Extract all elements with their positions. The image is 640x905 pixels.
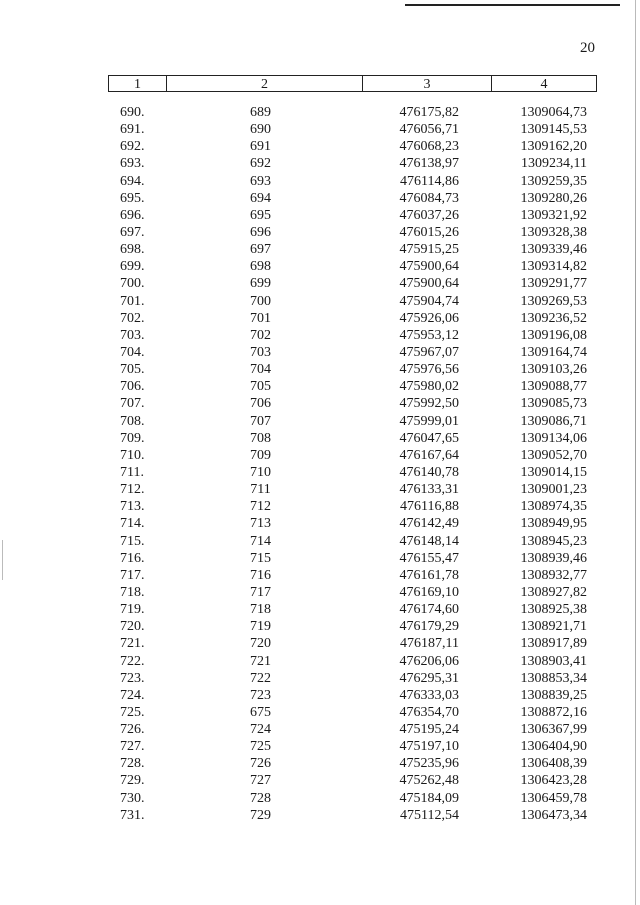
point-id: 697 bbox=[250, 242, 271, 258]
y-coordinate: 1306473,34 bbox=[520, 807, 587, 823]
row-number: 693. bbox=[120, 156, 145, 172]
x-coordinate: 476206,06 bbox=[399, 653, 459, 669]
y-coordinate: 1306367,99 bbox=[520, 722, 587, 738]
y-coordinate: 1309328,38 bbox=[520, 224, 587, 240]
y-coordinate: 1309086,71 bbox=[520, 413, 587, 429]
point-id: 713 bbox=[250, 516, 271, 532]
row-number: 695. bbox=[120, 190, 145, 206]
point-id: 712 bbox=[250, 499, 271, 515]
y-coordinate: 1309014,15 bbox=[520, 464, 587, 480]
row-number: 708. bbox=[120, 413, 145, 429]
x-coordinate: 476138,97 bbox=[399, 156, 459, 172]
table-row bbox=[108, 138, 597, 155]
y-coordinate: 1306459,78 bbox=[520, 790, 587, 806]
row-number: 712. bbox=[120, 482, 145, 498]
y-coordinate: 1308872,16 bbox=[520, 704, 587, 720]
row-number: 694. bbox=[120, 173, 145, 189]
point-id: 704 bbox=[250, 362, 271, 378]
x-coordinate: 475195,24 bbox=[399, 722, 459, 738]
y-coordinate: 1308949,95 bbox=[520, 516, 587, 532]
y-coordinate: 1309162,20 bbox=[520, 139, 587, 155]
point-id: 723 bbox=[250, 687, 271, 703]
point-id: 717 bbox=[250, 584, 271, 600]
point-id: 695 bbox=[250, 207, 271, 223]
point-id: 729 bbox=[250, 807, 271, 823]
point-id: 725 bbox=[250, 739, 271, 755]
point-id: 702 bbox=[250, 327, 271, 343]
y-coordinate: 1306423,28 bbox=[520, 773, 587, 789]
y-coordinate: 1309269,53 bbox=[520, 293, 587, 309]
y-coordinate: 1309280,26 bbox=[520, 190, 587, 206]
row-number: 717. bbox=[120, 567, 145, 583]
table-row bbox=[108, 584, 597, 601]
row-number: 700. bbox=[120, 276, 145, 292]
row-number: 716. bbox=[120, 550, 145, 566]
y-coordinate: 1308839,25 bbox=[520, 687, 587, 703]
table-row bbox=[108, 721, 597, 738]
row-number: 729. bbox=[120, 773, 145, 789]
x-coordinate: 476015,26 bbox=[399, 224, 459, 240]
table-row bbox=[108, 550, 597, 567]
y-coordinate: 1309236,52 bbox=[520, 310, 587, 326]
row-number: 720. bbox=[120, 619, 145, 635]
table-row bbox=[108, 790, 597, 807]
point-id: 718 bbox=[250, 602, 271, 618]
y-coordinate: 1309291,77 bbox=[520, 276, 587, 292]
point-id: 700 bbox=[250, 293, 271, 309]
x-coordinate: 476056,71 bbox=[399, 122, 459, 138]
table-row bbox=[108, 241, 597, 258]
table-row bbox=[108, 190, 597, 207]
point-id: 716 bbox=[250, 567, 271, 583]
row-number: 698. bbox=[120, 242, 145, 258]
point-id: 719 bbox=[250, 619, 271, 635]
table-row bbox=[108, 515, 597, 532]
point-id: 707 bbox=[250, 413, 271, 429]
table-row bbox=[108, 567, 597, 584]
table-row bbox=[108, 772, 597, 789]
table-row bbox=[108, 653, 597, 670]
row-number: 697. bbox=[120, 224, 145, 240]
row-number: 726. bbox=[120, 722, 145, 738]
x-coordinate: 476161,78 bbox=[399, 567, 459, 583]
x-coordinate: 476084,73 bbox=[399, 190, 459, 206]
y-coordinate: 1308927,82 bbox=[520, 584, 587, 600]
table-body bbox=[108, 104, 597, 824]
point-id: 708 bbox=[250, 430, 271, 446]
x-coordinate: 476148,14 bbox=[399, 533, 459, 549]
x-coordinate: 476187,11 bbox=[400, 636, 459, 652]
y-coordinate: 1309064,73 bbox=[520, 105, 587, 120]
x-coordinate: 475112,54 bbox=[400, 807, 459, 823]
table-row bbox=[108, 327, 597, 344]
point-id: 701 bbox=[250, 310, 271, 326]
table-row bbox=[108, 224, 597, 241]
row-number: 702. bbox=[120, 310, 145, 326]
table-row bbox=[108, 601, 597, 618]
table-row bbox=[108, 498, 597, 515]
column-header-2: 2 bbox=[166, 76, 362, 91]
table-row bbox=[108, 275, 597, 292]
row-number: 725. bbox=[120, 704, 145, 720]
point-id: 724 bbox=[250, 722, 271, 738]
y-coordinate: 1308974,35 bbox=[520, 499, 587, 515]
table-row bbox=[108, 447, 597, 464]
y-coordinate: 1309134,06 bbox=[520, 430, 587, 446]
table-row bbox=[108, 361, 597, 378]
x-coordinate: 476114,86 bbox=[400, 173, 459, 189]
y-coordinate: 1309196,08 bbox=[520, 327, 587, 343]
y-coordinate: 1308945,23 bbox=[520, 533, 587, 549]
y-coordinate: 1309234,11 bbox=[521, 156, 587, 172]
y-coordinate: 1309088,77 bbox=[520, 379, 587, 395]
row-number: 724. bbox=[120, 687, 145, 703]
x-coordinate: 476169,10 bbox=[399, 584, 459, 600]
point-id: 689 bbox=[250, 105, 271, 120]
point-id: 710 bbox=[250, 464, 271, 480]
x-coordinate: 476179,29 bbox=[399, 619, 459, 635]
row-number: 705. bbox=[120, 362, 145, 378]
x-coordinate: 475197,10 bbox=[399, 739, 459, 755]
table-row bbox=[108, 121, 597, 138]
x-coordinate: 476047,65 bbox=[399, 430, 459, 446]
point-id: 706 bbox=[250, 396, 271, 412]
y-coordinate: 1309145,53 bbox=[520, 122, 587, 138]
row-number: 711. bbox=[120, 464, 144, 480]
table-row bbox=[108, 155, 597, 172]
x-coordinate: 476295,31 bbox=[399, 670, 459, 686]
x-coordinate: 475980,02 bbox=[399, 379, 459, 395]
table-header bbox=[108, 75, 597, 92]
row-number: 690. bbox=[120, 105, 145, 120]
y-coordinate: 1309085,73 bbox=[520, 396, 587, 412]
table-row bbox=[108, 104, 597, 121]
y-coordinate: 1309001,23 bbox=[520, 482, 587, 498]
table-row bbox=[108, 618, 597, 635]
x-coordinate: 475999,01 bbox=[399, 413, 459, 429]
row-number: 691. bbox=[120, 122, 145, 138]
y-coordinate: 1308925,38 bbox=[520, 602, 587, 618]
table-row bbox=[108, 635, 597, 652]
x-coordinate: 475904,74 bbox=[399, 293, 459, 309]
x-coordinate: 475976,56 bbox=[399, 362, 459, 378]
x-coordinate: 475900,64 bbox=[399, 276, 459, 292]
table-row bbox=[108, 293, 597, 310]
point-id: 693 bbox=[250, 173, 271, 189]
x-coordinate: 475926,06 bbox=[399, 310, 459, 326]
point-id: 727 bbox=[250, 773, 271, 789]
point-id: 715 bbox=[250, 550, 271, 566]
y-coordinate: 1306404,90 bbox=[520, 739, 587, 755]
row-number: 706. bbox=[120, 379, 145, 395]
x-coordinate: 476155,47 bbox=[399, 550, 459, 566]
row-number: 713. bbox=[120, 499, 145, 515]
point-id: 690 bbox=[250, 122, 271, 138]
x-coordinate: 476142,49 bbox=[399, 516, 459, 532]
row-number: 723. bbox=[120, 670, 145, 686]
y-coordinate: 1309339,46 bbox=[520, 242, 587, 258]
top-rule bbox=[405, 4, 620, 6]
table-row bbox=[108, 670, 597, 687]
point-id: 692 bbox=[250, 156, 271, 172]
table-row bbox=[108, 207, 597, 224]
x-coordinate: 475184,09 bbox=[399, 790, 459, 806]
row-number: 721. bbox=[120, 636, 145, 652]
y-coordinate: 1309164,74 bbox=[520, 344, 587, 360]
x-coordinate: 476175,82 bbox=[399, 105, 459, 120]
table-row bbox=[108, 807, 597, 824]
row-number: 715. bbox=[120, 533, 145, 549]
row-number: 731. bbox=[120, 807, 145, 823]
point-id: 703 bbox=[250, 344, 271, 360]
point-id: 720 bbox=[250, 636, 271, 652]
point-id: 705 bbox=[250, 379, 271, 395]
row-number: 710. bbox=[120, 447, 145, 463]
table-row bbox=[108, 395, 597, 412]
page-edge-line bbox=[635, 0, 636, 905]
row-number: 727. bbox=[120, 739, 145, 755]
y-coordinate: 1309314,82 bbox=[520, 259, 587, 275]
row-number: 707. bbox=[120, 396, 145, 412]
x-coordinate: 476333,03 bbox=[399, 687, 459, 703]
x-coordinate: 475967,07 bbox=[399, 344, 459, 360]
point-id: 721 bbox=[250, 653, 271, 669]
row-number: 692. bbox=[120, 139, 145, 155]
table-row bbox=[108, 378, 597, 395]
point-id: 726 bbox=[250, 756, 271, 772]
point-id: 714 bbox=[250, 533, 271, 549]
y-coordinate: 1306408,39 bbox=[520, 756, 587, 772]
column-header-4: 4 bbox=[491, 76, 596, 91]
table-row bbox=[108, 413, 597, 430]
table-row bbox=[108, 430, 597, 447]
point-id: 691 bbox=[250, 139, 271, 155]
y-coordinate: 1309052,70 bbox=[520, 447, 587, 463]
y-coordinate: 1309103,26 bbox=[520, 362, 587, 378]
row-number: 730. bbox=[120, 790, 145, 806]
row-number: 709. bbox=[120, 430, 145, 446]
table-row bbox=[108, 481, 597, 498]
column-header-3: 3 bbox=[362, 76, 491, 91]
x-coordinate: 476174,60 bbox=[399, 602, 459, 618]
row-number: 714. bbox=[120, 516, 145, 532]
row-number: 704. bbox=[120, 344, 145, 360]
column-header-1: 1 bbox=[134, 77, 141, 92]
table-row bbox=[108, 344, 597, 361]
y-coordinate: 1308932,77 bbox=[520, 567, 587, 583]
table-row bbox=[108, 464, 597, 481]
y-coordinate: 1308939,46 bbox=[520, 550, 587, 566]
margin-mark bbox=[2, 540, 3, 580]
table-row bbox=[108, 173, 597, 190]
y-coordinate: 1309259,35 bbox=[520, 173, 587, 189]
x-coordinate: 475900,64 bbox=[399, 259, 459, 275]
point-id: 694 bbox=[250, 190, 271, 206]
x-coordinate: 476133,31 bbox=[399, 482, 459, 498]
row-number: 701. bbox=[120, 293, 145, 309]
y-coordinate: 1308903,41 bbox=[520, 653, 587, 669]
y-coordinate: 1308853,34 bbox=[520, 670, 587, 686]
row-number: 718. bbox=[120, 584, 145, 600]
row-number: 699. bbox=[120, 259, 145, 275]
x-coordinate: 476140,78 bbox=[399, 464, 459, 480]
table-row bbox=[108, 687, 597, 704]
point-id: 711 bbox=[250, 482, 271, 498]
point-id: 728 bbox=[250, 790, 271, 806]
point-id: 698 bbox=[250, 259, 271, 275]
row-number: 722. bbox=[120, 653, 145, 669]
x-coordinate: 475953,12 bbox=[399, 327, 459, 343]
table-row bbox=[108, 704, 597, 721]
table-row bbox=[108, 258, 597, 275]
x-coordinate: 476167,64 bbox=[399, 447, 459, 463]
x-coordinate: 475262,48 bbox=[399, 773, 459, 789]
table-row bbox=[108, 755, 597, 772]
table-row bbox=[108, 738, 597, 755]
x-coordinate: 476037,26 bbox=[399, 207, 459, 223]
point-id: 722 bbox=[250, 670, 271, 686]
row-number: 728. bbox=[120, 756, 145, 772]
page-number: 20 bbox=[580, 40, 595, 56]
point-id: 675 bbox=[250, 704, 271, 720]
point-id: 709 bbox=[250, 447, 271, 463]
row-number: 719. bbox=[120, 602, 145, 618]
row-number: 696. bbox=[120, 207, 145, 223]
x-coordinate: 476354,70 bbox=[399, 704, 459, 720]
y-coordinate: 1309321,92 bbox=[520, 207, 587, 223]
table-row bbox=[108, 310, 597, 327]
x-coordinate: 475915,25 bbox=[399, 242, 459, 258]
point-id: 696 bbox=[250, 224, 271, 240]
y-coordinate: 1308917,89 bbox=[520, 636, 587, 652]
x-coordinate: 476116,88 bbox=[400, 499, 459, 515]
x-coordinate: 475992,50 bbox=[399, 396, 459, 412]
table-row bbox=[108, 533, 597, 550]
x-coordinate: 475235,96 bbox=[399, 756, 459, 772]
coordinates-table bbox=[108, 75, 597, 824]
y-coordinate: 1308921,71 bbox=[520, 619, 587, 635]
x-coordinate: 476068,23 bbox=[399, 139, 459, 155]
point-id: 699 bbox=[250, 276, 271, 292]
row-number: 703. bbox=[120, 327, 145, 343]
